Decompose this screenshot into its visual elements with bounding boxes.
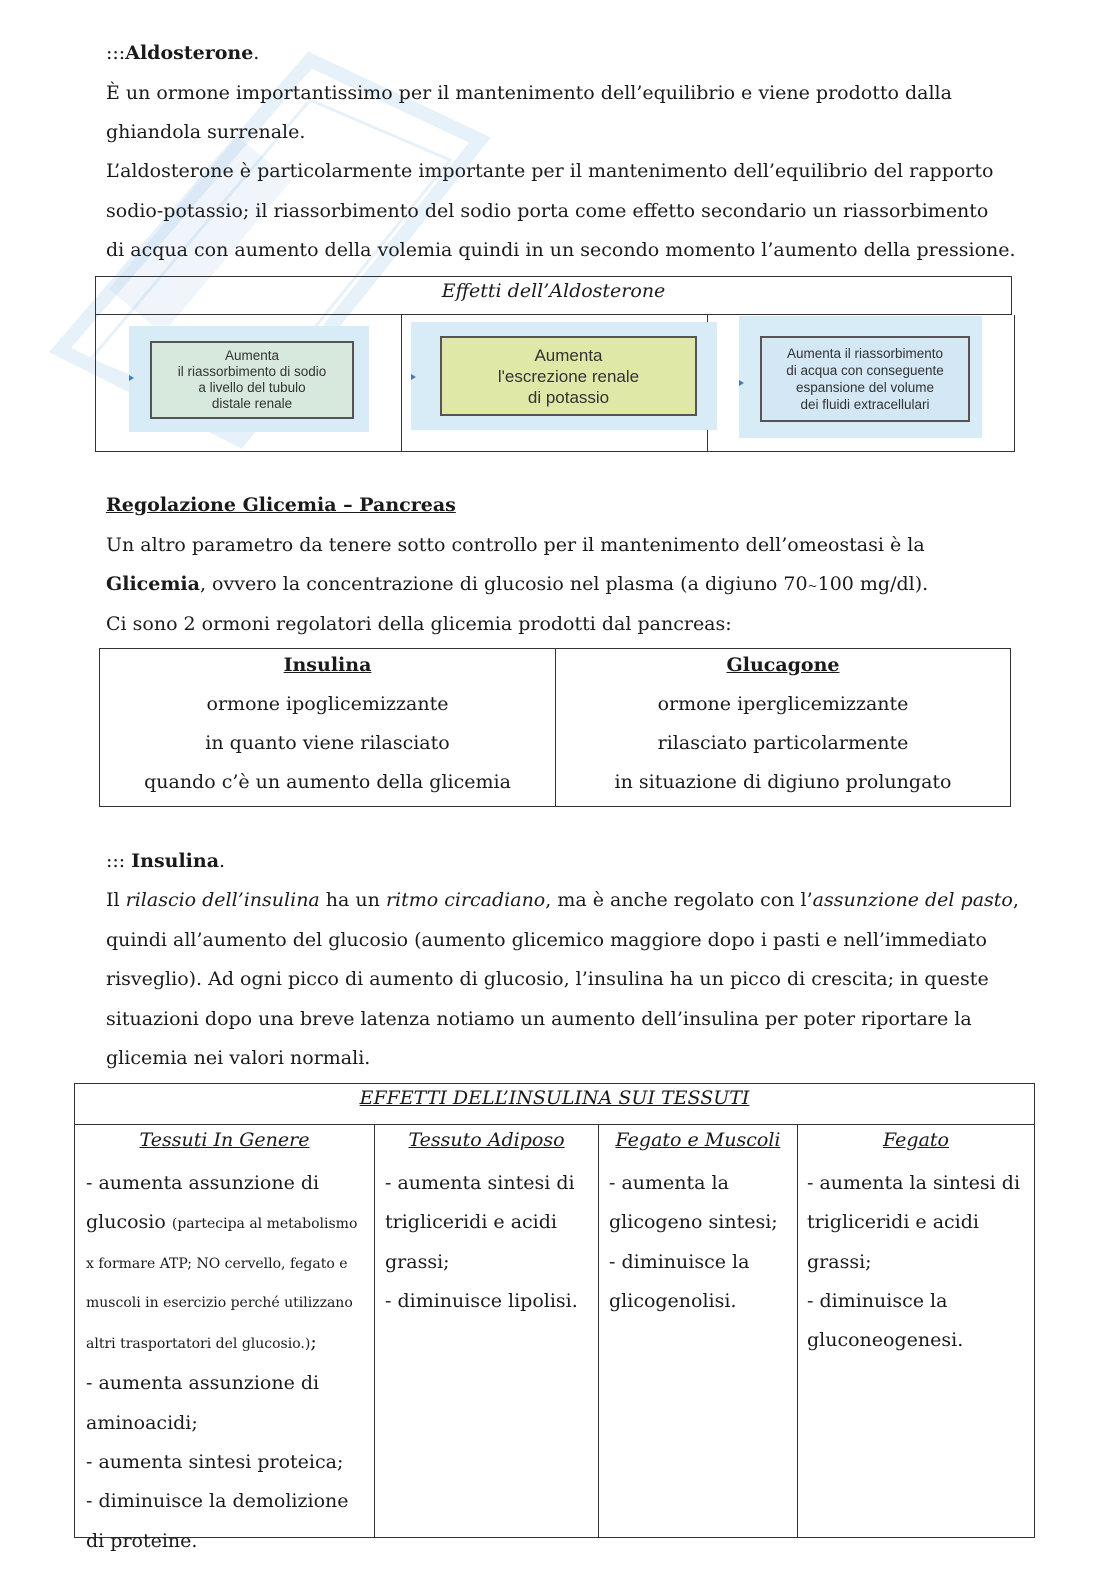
cell-fegato-e-muscoli: - aumenta la glicogeno sintesi; - diminuisce la glicogenolisi. <box>609 1172 778 1312</box>
paragraph-line: ghiandola surrenale. <box>106 121 306 143</box>
glycemia-heading: Regolazione Glicemia – Pancreas <box>106 494 456 516</box>
paragraph-line: Ci sono 2 ormoni regolatori della glicemia prodotti dal pancreas: <box>106 613 732 635</box>
paragraph-line: Un altro parametro da tenere sotto controllo per il mantenimento dell’omeostasi è la <box>106 534 925 556</box>
cell-fegato: - aumenta la sintesi di trigliceridi e acidi grassi; - diminuisce la gluconeogenesi. <box>807 1172 1021 1352</box>
arrow-icon <box>129 375 134 381</box>
insulina-heading: ::: Insulina. <box>106 850 226 872</box>
cell-tessuti-in-genere: - aumenta assunzione di glucosio (partecipa al metabolismo x formare ATP; NO cervello, fegato e muscoli in esercizio perché utilizzano altri trasportatori del glucosio.); - aumenta assunzione di aminoacidi; - aumenta sintesi proteica; - diminuisce la demolizione di proteine. <box>86 1172 358 1552</box>
insulina-column: Insulina ormone ipoglicemizzante in quanto viene rilasciato quando c’è un aumento della glicemia <box>100 649 555 806</box>
effect-box-water: Aumenta il riassorbimento di acqua con conseguente espansione del volume dei fluidi extracellulari <box>760 336 970 422</box>
hormones-table <box>99 648 1011 807</box>
column-header: Insulina <box>283 654 372 676</box>
table-title: EFFETTI DELL’INSULINA SUI TESSUTI <box>75 1084 1034 1125</box>
paragraph-line: È un ormone importantissimo per il mantenimento dell’equilibrio e viene prodotto dalla <box>106 82 952 104</box>
paragraph-line: Glicemia, ovvero la concentrazione di glucosio nel plasma (a digiuno 70~100 mg/dl). <box>106 573 929 595</box>
column-header: Tessuti In Genere <box>139 1129 310 1151</box>
paragraph-line: situazioni dopo una breve latenza notiamo un aumento dell’insulina per poter riportare la <box>106 1008 972 1030</box>
arrow-icon <box>739 380 744 386</box>
paragraph-line: di acqua con aumento della volemia quindi in un secondo momento l’aumento della pressione. <box>106 239 1016 261</box>
paragraph-line: quindi all’aumento del glucosio (aumento glicemico maggiore dopo i pasti e nell’immediato <box>106 929 987 951</box>
column-header: Glucagone <box>726 654 840 676</box>
column-header: Tessuto Adiposo <box>408 1129 565 1151</box>
glucagone-column: Glucagone ormone iperglicemizzante rilasciato particolarmente in situazione di digiuno prolungato <box>556 649 1010 806</box>
aldosterone-heading: :::Aldosterone. <box>106 42 260 64</box>
paragraph-line: risveglio). Ad ogni picco di aumento di glucosio, l’insulina ha un picco di crescita; in queste <box>106 968 989 990</box>
insulin-effects-table <box>74 1083 1035 1552</box>
cell-tessuto-adiposo: - aumenta sintesi di trigliceridi e acidi grassi; - diminuisce lipolisi. <box>385 1172 578 1312</box>
effect-box-sodium: Aumenta il riassorbimento di sodio a livello del tubulo distale renale <box>150 341 354 419</box>
aldosterone-effects-table <box>95 276 1015 452</box>
effect-box-potassium: Aumenta l'escrezione renale di potassio <box>440 336 697 416</box>
column-header: Fegato <box>883 1129 949 1151</box>
paragraph-line: L’aldosterone è particolarmente importante per il mantenimento dell’equilibrio del rapporto <box>106 160 994 182</box>
paragraph-line: Il rilascio dell’insulina ha un ritmo circadiano, ma è anche regolato con l’assunzione del pasto, <box>106 889 1019 911</box>
arrow-icon <box>411 374 416 380</box>
column-header: Fegato e Muscoli <box>615 1129 781 1151</box>
paragraph-line: sodio-potassio; il riassorbimento del sodio porta come effetto secondario un riassorbimento <box>106 200 989 222</box>
table-title: Effetti dell’Aldosterone <box>95 276 1012 315</box>
paragraph-line: glicemia nei valori normali. <box>106 1047 371 1069</box>
